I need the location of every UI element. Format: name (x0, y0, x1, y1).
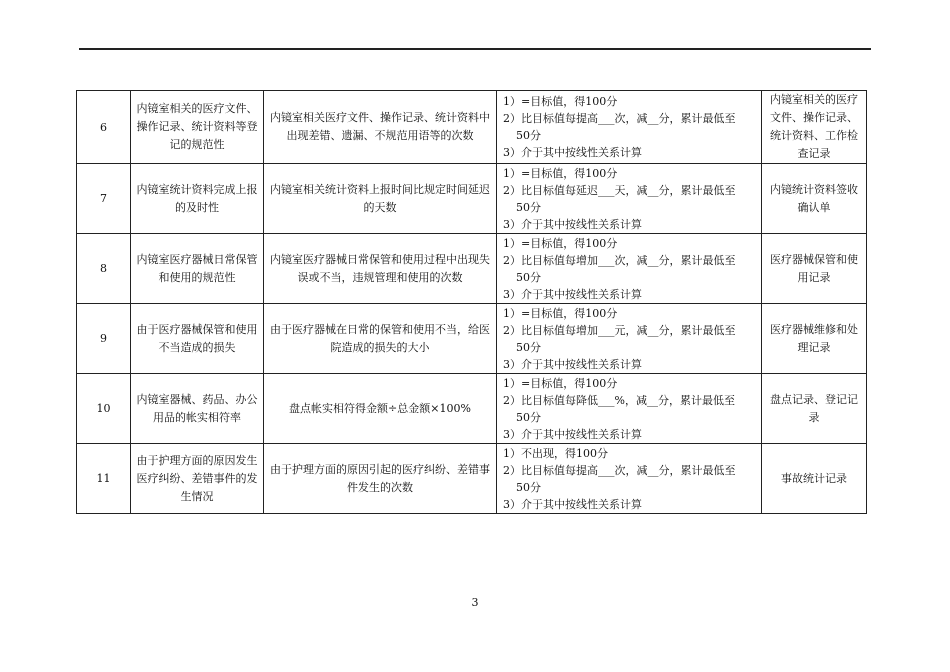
data-source: 医疗器械保管和使用记录 (762, 234, 867, 304)
scoring-line: 50分 (516, 410, 541, 424)
scoring-line: 1）=目标值，得100分 (503, 236, 618, 250)
row-number: 6 (77, 91, 131, 164)
data-source: 盘点记录、登记记录 (762, 374, 867, 444)
indicator-name: 内镜室统计资料完成上报的及时性 (131, 164, 264, 234)
scoring-line: 3）介于其中按线性关系计算 (503, 287, 642, 301)
scoring-line: 50分 (516, 480, 541, 494)
scoring-line: 50分 (516, 340, 541, 354)
scoring-rule (497, 91, 762, 164)
indicator-definition: 内镜室相关医疗文件、操作记录、统计资料中出现差错、遗漏、不规范用语等的次数 (264, 91, 497, 164)
scoring-line: 1）=目标值，得100分 (503, 376, 618, 390)
scoring-line: 3）介于其中按线性关系计算 (503, 217, 642, 231)
scoring-line: 50分 (516, 270, 541, 284)
data-source: 事故统计记录 (762, 444, 867, 514)
page-number: 3 (471, 596, 479, 609)
indicator-name: 内镜室医疗器械日常保管和使用的规范性 (131, 234, 264, 304)
data-source: 内镜室相关的医疗文件、操作记录、统计资料、工作检查记录 (762, 91, 867, 164)
scoring-line: 1）不出现，得100分 (503, 446, 608, 460)
scoring-line: 1）=目标值，得100分 (503, 95, 618, 108)
table-row (77, 91, 867, 164)
table-row (77, 304, 867, 374)
scoring-line: 2）比目标值每提高___次，减__分，累计最低至 (503, 463, 736, 477)
scoring-line: 1）=目标值，得100分 (503, 166, 618, 180)
row-number: 9 (77, 304, 131, 374)
data-source: 医疗器械维修和处理记录 (762, 304, 867, 374)
scoring-line: 3）介于其中按线性关系计算 (503, 146, 642, 159)
scoring-rule (497, 374, 762, 444)
scoring-line: 2）比目标值每降低___%，减__分，累计最低至 (503, 393, 735, 407)
scoring-rule (497, 234, 762, 304)
table-row (77, 444, 867, 514)
scoring-line: 50分 (516, 129, 541, 142)
scoring-rule (497, 444, 762, 514)
indicator-definition: 内镜室医疗器械日常保管和使用过程中出现失误或不当，违规管理和使用的次数 (264, 234, 497, 304)
scoring-line: 3）介于其中按线性关系计算 (503, 427, 642, 441)
indicator-definition: 由于医疗器械在日常的保管和使用不当，给医院造成的损失的大小 (264, 304, 497, 374)
data-source: 内镜统计资料签收确认单 (762, 164, 867, 234)
scoring-rule (497, 304, 762, 374)
scoring-line: 2）比目标值每增加___次，减__分，累计最低至 (503, 253, 736, 267)
row-number: 8 (77, 234, 131, 304)
scoring-line: 3）介于其中按线性关系计算 (503, 497, 642, 511)
indicator-name: 由于医疗器械保管和使用不当造成的损失 (131, 304, 264, 374)
table-row (77, 164, 867, 234)
row-number: 11 (77, 444, 131, 514)
indicator-definition: 盘点帐实相符得金额÷总金额×100% (264, 374, 497, 444)
kpi-table (76, 90, 867, 514)
table-row (77, 374, 867, 444)
scoring-line: 2）比目标值每延迟___天，减__分，累计最低至 (503, 183, 736, 197)
indicator-name: 由于护理方面的原因发生医疗纠纷、差错事件的发生情况 (131, 444, 264, 514)
row-number: 7 (77, 164, 131, 234)
scoring-line: 50分 (516, 200, 541, 214)
header-rule (79, 48, 871, 50)
scoring-line: 1）=目标值，得100分 (503, 306, 618, 320)
table-row (77, 234, 867, 304)
indicator-definition: 由于护理方面的原因引起的医疗纠纷、差错事件发生的次数 (264, 444, 497, 514)
indicator-name: 内镜室相关的医疗文件、操作记录、统计资料等登记的规范性 (131, 91, 264, 164)
scoring-line: 3）介于其中按线性关系计算 (503, 357, 642, 371)
indicator-name: 内镜室器械、药品、办公用品的帐实相符率 (131, 374, 264, 444)
scoring-line: 2）比目标值每增加___元，减__分，累计最低至 (503, 323, 736, 337)
row-number: 10 (77, 374, 131, 444)
scoring-rule (497, 164, 762, 234)
indicator-definition: 内镜室相关统计资料上报时间比规定时间延迟的天数 (264, 164, 497, 234)
scoring-line: 2）比目标值每提高___次，减__分，累计最低至 (503, 112, 736, 125)
